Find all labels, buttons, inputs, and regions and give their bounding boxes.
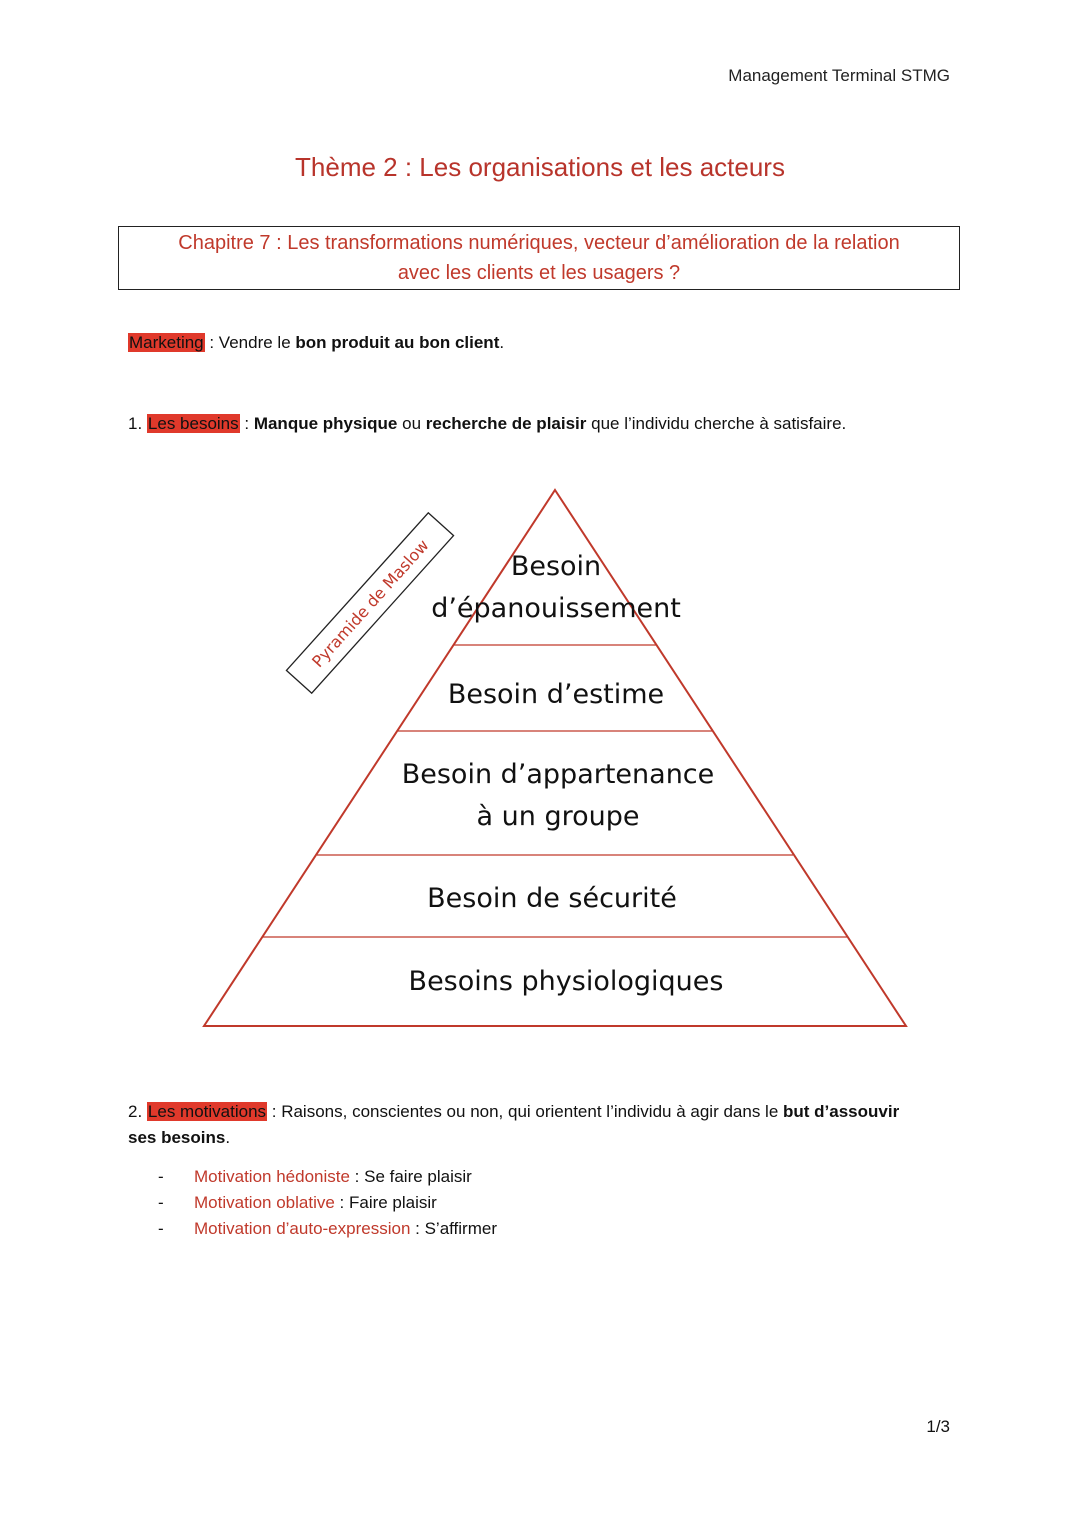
list-item	[158, 1216, 497, 1242]
motivation-desc: : Se faire plaisir	[349, 1167, 472, 1186]
page-number: 1/3	[926, 1417, 950, 1436]
course-header: Management Terminal STMG	[728, 66, 950, 85]
besoins-end: que l’individu cherche à satisfaire.	[586, 414, 847, 433]
motivations-num: 2.	[128, 1102, 147, 1121]
chapter-title-line1: Chapitre 7 : Les transformations numériques, vecteur d’amélioration de la relation	[178, 232, 900, 254]
marketing-bold: bon produit au bon client	[295, 333, 500, 352]
pyramid-tag-label: Pyramide de Maslow	[308, 535, 433, 671]
theme-title: Thème 2 : Les organisations et les acteurs	[295, 152, 785, 182]
besoins-bold1: Manque physique	[253, 414, 398, 433]
motivations-bold1: but d’assouvir	[783, 1102, 900, 1121]
marketing-sep: : Vendre le	[204, 333, 296, 352]
motivations-end: .	[225, 1128, 231, 1147]
list-item	[158, 1164, 497, 1190]
motivations-bold2: ses besoins	[128, 1128, 226, 1147]
besoins-term: Les besoins	[147, 414, 239, 433]
pyramid-level-1-line2: d’épanouissement	[431, 593, 681, 624]
pyramid-level-2: Besoin d’estime	[447, 679, 665, 710]
marketing-term: Marketing	[129, 333, 204, 352]
motivation-label: Motivation d’auto-expression	[194, 1219, 411, 1238]
motivations-list	[158, 1164, 497, 1242]
besoins-sep: :	[239, 414, 254, 433]
pyramid-tag	[286, 513, 453, 693]
motivations-term: Les motivations	[147, 1102, 267, 1121]
motivation-label: Motivation oblative	[194, 1193, 335, 1212]
besoins-bold2: recherche de plaisir	[425, 414, 587, 433]
motivation-desc: : Faire plaisir	[334, 1193, 437, 1212]
motivation-label: Motivation hédoniste	[194, 1167, 350, 1186]
motivations-definition	[128, 1099, 958, 1151]
besoins-mid1: ou	[397, 414, 426, 433]
motivations-text: : Raisons, conscientes ou non, qui orientent l’individu à agir dans le	[267, 1102, 784, 1121]
besoins-num: 1.	[128, 414, 147, 433]
pyramid-level-3-line1: Besoin d’appartenance	[401, 759, 715, 790]
pyramid-level-4: Besoin de sécurité	[427, 883, 677, 914]
motivation-desc: : S’affirmer	[410, 1219, 497, 1238]
pyramid-level-1-line1: Besoin	[510, 551, 602, 582]
list-dash: -	[158, 1219, 164, 1238]
chapter-title-line2: avec les clients et les usagers ?	[397, 262, 681, 284]
pyramid-level-3-line2: à un groupe	[476, 801, 640, 832]
marketing-end: .	[499, 333, 505, 352]
list-dash: -	[158, 1167, 164, 1186]
list-item	[158, 1190, 497, 1216]
list-dash: -	[158, 1193, 164, 1212]
pyramid-level-5: Besoins physiologiques	[408, 966, 724, 997]
